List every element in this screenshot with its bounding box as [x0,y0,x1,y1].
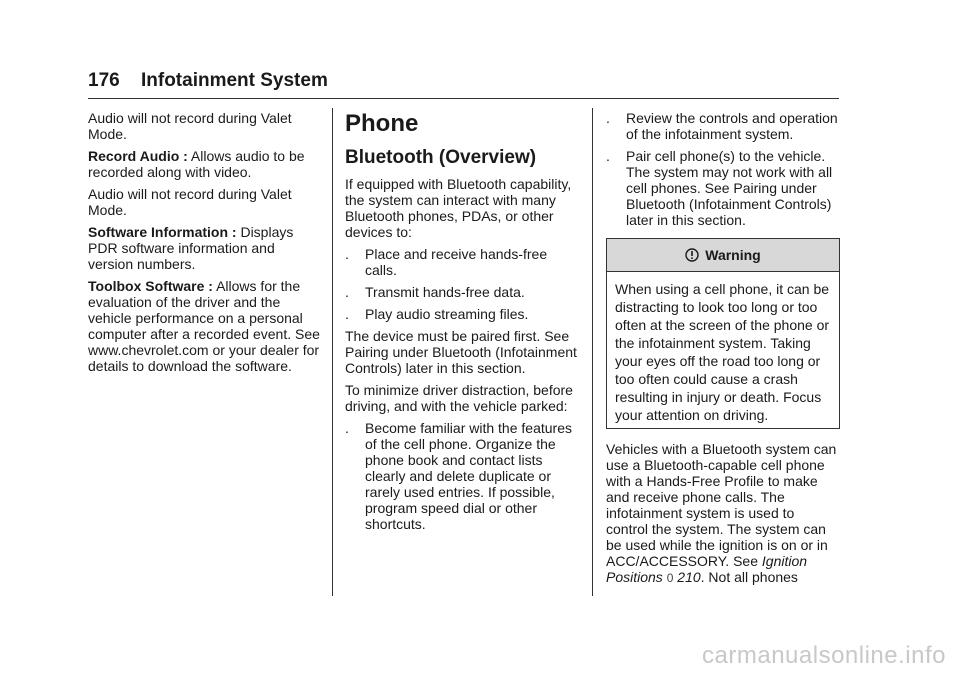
page-number: 176 [88,70,120,91]
column-middle [345,108,581,538]
bullet-marker: . [345,420,349,436]
paragraph: If equipped with Bluetooth capability, the system can interact with many Bluetooth phones, PDAs, or other devices to: [345,176,572,240]
warning-header [607,239,839,272]
bullet-marker: . [345,284,349,300]
warning-title: Warning [705,247,761,263]
paragraph: The device must be paired first. See Pairing under Bluetooth (Infotainment Controls) later in this section. [345,328,577,376]
link-positions[interactable]: Positions [606,569,663,585]
paragraph: Vehicles with a Bluetooth system can use a Bluetooth-capable cell phone with a Hands-Free Profile to make and receive phone calls. The infotainment system is used to control the system. The system can be used while the ignition is on or in ACC/ACCESSORY. See Ignition Positions 0 210. Not all phones [606,441,837,585]
page-ref-icon: 0 [666,571,674,585]
bullet-item: . Play audio streaming files. [345,306,529,322]
paragraph: Toolbox Software : Allows for the evaluation of the driver and the vehicle performance on a personal computer after a recorded event. See www.chevrolet.com or your dealer for details to download the software. [88,278,320,374]
link-ignition[interactable]: Ignition [761,553,808,569]
paragraph: Audio will not record during Valet Mode. [88,186,292,218]
term-label: Software Information : [88,224,237,240]
column-left [88,110,320,380]
bullet-item: . Become familiar with the features of the cell phone. Organize the phone book and contact lists clearly and delete duplicate or rarely used entries. If possible, program speed dial or other shortcuts. [345,420,572,532]
header-rule [88,98,839,99]
paragraph: Software Information : Displays PDR software information and version numbers. [88,224,294,272]
column-right [606,110,840,592]
bullet-marker: . [606,110,610,126]
paragraph: To minimize driver distraction, before driving, and with the vehicle parked: [345,382,573,414]
page-ref[interactable]: 210 [673,569,701,585]
heading-phone: Phone [345,110,419,137]
page-header [88,70,328,92]
paragraph: Record Audio : Allows audio to be recorded along with video. [88,148,305,180]
column-divider [592,108,593,596]
section-title: Infotainment System [140,70,328,91]
bullet-item: . Review the controls and operation of the infotainment system. [606,110,838,142]
term-label: Toolbox Software : [88,278,213,294]
warning-text: When using a cell phone, it can be distracting to look too long or too often at the screen of the phone or the infotainment system. Taking your eyes off the road too long or too often could cause a crash resulting in injury or death. Focus your attention on driving. [615,281,830,423]
bullet-marker: . [606,148,610,164]
heading-bluetooth-overview: Bluetooth (Overview) [345,147,537,168]
watermark: carmanualsonline.info [702,642,946,669]
bullet-item: . Pair cell phone(s) to the vehicle. The system may not work with all cell phones. See Pairing under Bluetooth (Infotainment Controls) later in this section. [606,148,833,228]
paragraph: Audio will not record during Valet Mode. [88,110,292,142]
warning-box [606,238,840,429]
warning-icon [685,248,699,262]
bullet-item: . Transmit hands-free data. [345,284,525,300]
bullet-marker: . [345,306,349,322]
bullet-marker: . [345,246,349,262]
bullet-item: . Place and receive hands-free calls. [345,246,548,278]
column-divider [332,108,333,596]
term-label: Record Audio : [88,148,188,164]
